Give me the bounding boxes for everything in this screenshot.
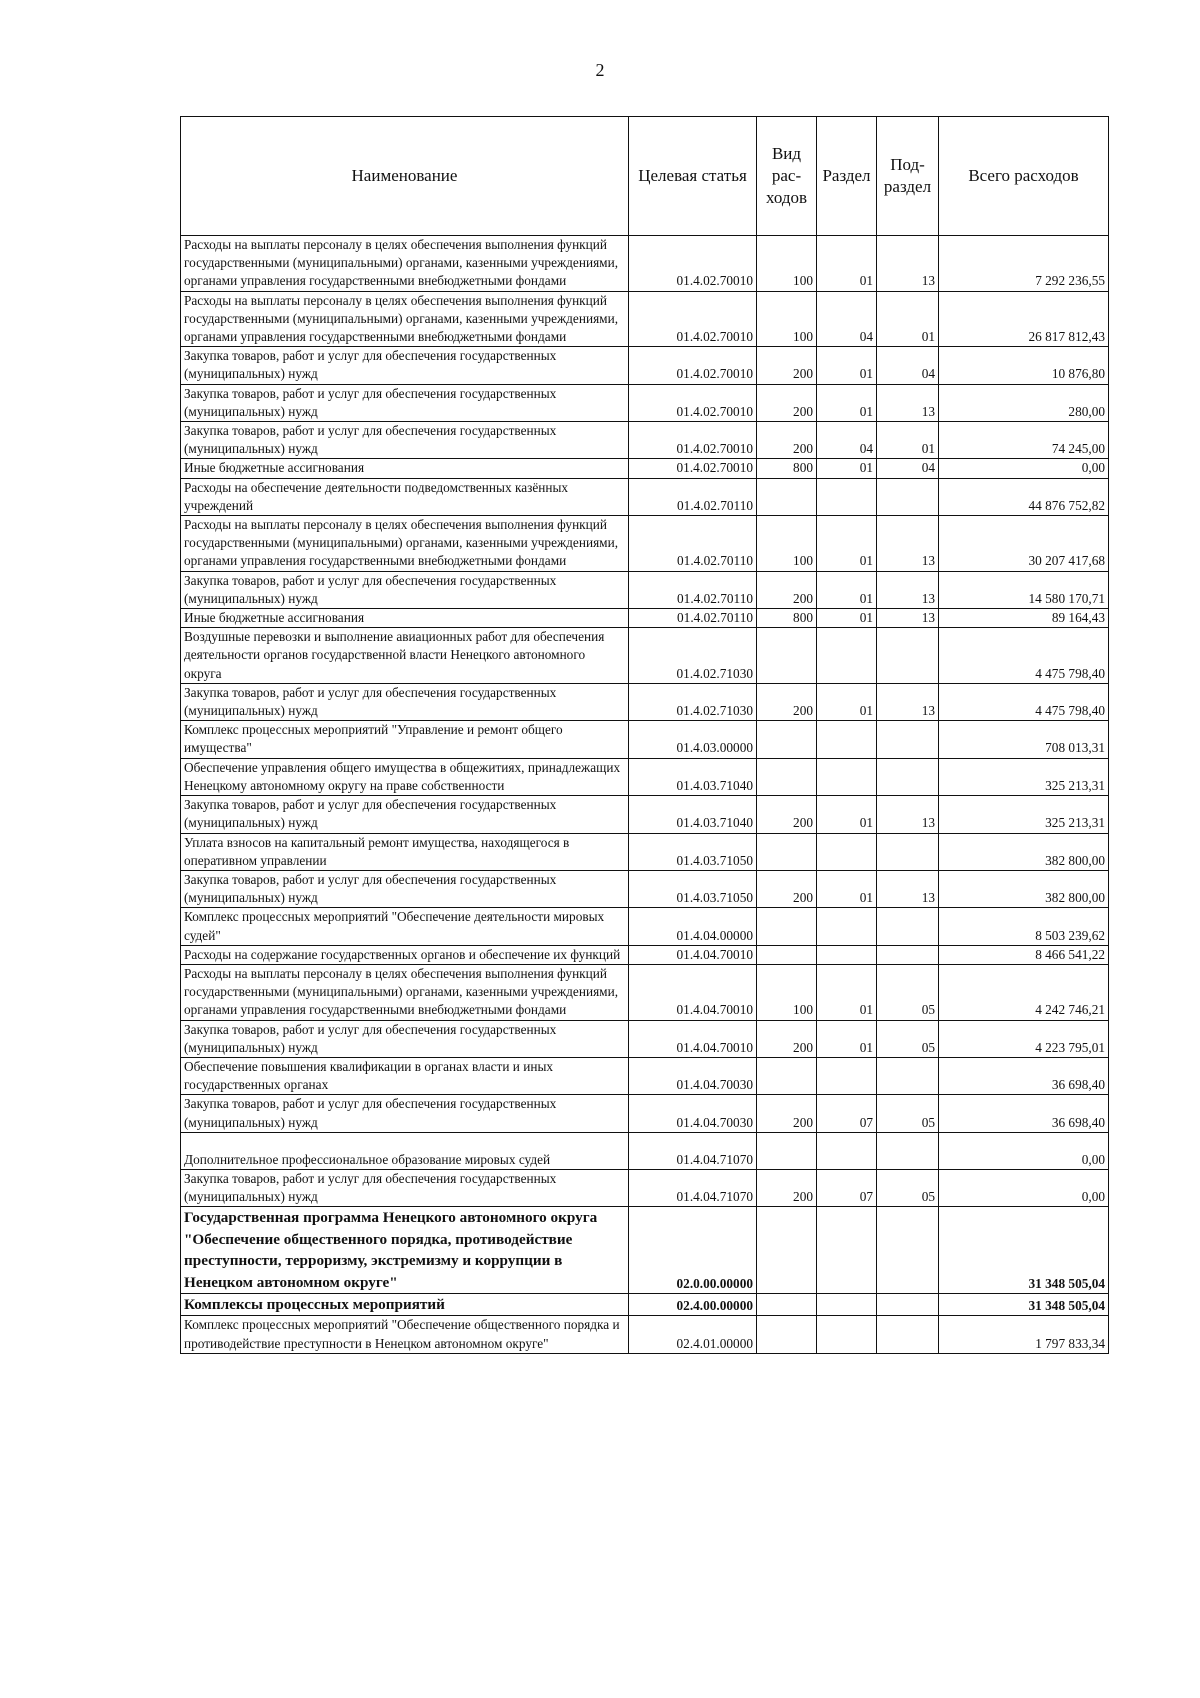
table-row — [181, 347, 1109, 384]
row-vid — [757, 1057, 817, 1094]
row-target: 01.4.02.70010 — [629, 347, 757, 384]
row-vid — [757, 833, 817, 870]
row-podrazdel: 05 — [877, 1095, 939, 1132]
row-vid — [757, 945, 817, 964]
row-name: Расходы на выплаты персоналу в целях обеспечения выполнения функций государственными (муниципальными) органами, казенными учреждениями, органами управления государственными внебюджетными фондами — [181, 964, 629, 1020]
header-target: Целевая статья — [629, 117, 757, 236]
table-row — [181, 236, 1109, 292]
row-target: 01.4.04.00000 — [629, 908, 757, 945]
row-target: 01.4.02.70010 — [629, 384, 757, 421]
row-vid — [757, 1132, 817, 1169]
table-row — [181, 571, 1109, 608]
row-vid: 200 — [757, 422, 817, 459]
row-target: 01.4.02.70110 — [629, 609, 757, 628]
row-total: 382 800,00 — [939, 870, 1109, 907]
row-podrazdel — [877, 908, 939, 945]
row-name: Закупка товаров, работ и услуг для обеспечения государственных (муниципальных) нужд — [181, 1095, 629, 1132]
row-total: 31 348 505,04 — [939, 1207, 1109, 1294]
table-row — [181, 758, 1109, 795]
row-target: 02.4.00.00000 — [629, 1293, 757, 1315]
row-razdel: 01 — [817, 870, 877, 907]
table-row — [181, 721, 1109, 758]
row-podrazdel — [877, 1293, 939, 1315]
row-name: Закупка товаров, работ и услуг для обеспечения государственных (муниципальных) нужд — [181, 870, 629, 907]
row-podrazdel — [877, 758, 939, 795]
header-vid-line: Вид — [771, 144, 802, 163]
row-name: Комплекс процессных мероприятий "Управление и ремонт общего имущества" — [181, 721, 629, 758]
row-podrazdel: 05 — [877, 964, 939, 1020]
row-vid: 200 — [757, 1095, 817, 1132]
row-target: 01.4.02.70010 — [629, 236, 757, 292]
row-razdel — [817, 1316, 877, 1353]
row-total: 708 013,31 — [939, 721, 1109, 758]
row-name: Обеспечение управления общего имущества в общежитиях, принадлежащих Ненецкому автономному округу на праве собственности — [181, 758, 629, 795]
row-target: 01.4.02.70010 — [629, 291, 757, 347]
row-razdel — [817, 721, 877, 758]
row-target: 01.4.03.71050 — [629, 833, 757, 870]
row-podrazdel — [877, 1057, 939, 1094]
row-razdel: 04 — [817, 422, 877, 459]
row-razdel: 01 — [817, 1020, 877, 1057]
row-vid — [757, 478, 817, 515]
row-name: Расходы на содержание государственных органов и обеспечение их функций — [181, 945, 629, 964]
table-row — [181, 1169, 1109, 1206]
row-podrazdel: 05 — [877, 1020, 939, 1057]
row-vid: 200 — [757, 683, 817, 720]
row-vid — [757, 758, 817, 795]
table-row — [181, 964, 1109, 1020]
row-total: 0,00 — [939, 1132, 1109, 1169]
row-podrazdel: 04 — [877, 347, 939, 384]
row-razdel — [817, 1207, 877, 1294]
row-target: 01.4.02.70010 — [629, 422, 757, 459]
table-row — [181, 628, 1109, 684]
row-name: Комплекс процессных мероприятий "Обеспечение деятельности мировых судей" — [181, 908, 629, 945]
table-row — [181, 609, 1109, 628]
header-podrazdel-line: раздел — [883, 177, 932, 196]
table-row — [181, 291, 1109, 347]
row-vid — [757, 908, 817, 945]
row-name: Расходы на выплаты персоналу в целях обеспечения выполнения функций государственными (муниципальными) органами, казенными учреждениями, органами управления государственными внебюджетными фондами — [181, 516, 629, 572]
row-podrazdel: 13 — [877, 683, 939, 720]
row-podrazdel: 13 — [877, 571, 939, 608]
budget-table — [180, 116, 1109, 1354]
row-podrazdel: 01 — [877, 422, 939, 459]
row-podrazdel — [877, 1316, 939, 1353]
row-total: 89 164,43 — [939, 609, 1109, 628]
row-podrazdel — [877, 478, 939, 515]
row-name: Расходы на выплаты персоналу в целях обеспечения выполнения функций государственными (муниципальными) органами, казенными учреждениями, органами управления государственными внебюджетными фондами — [181, 291, 629, 347]
row-podrazdel: 01 — [877, 291, 939, 347]
row-name: Государственная программа Ненецкого автономного округа "Обеспечение общественного порядка, противодействие преступности, терроризму, экстремизму и коррупции в Ненецком автономном округе" — [181, 1207, 629, 1294]
row-podrazdel — [877, 833, 939, 870]
row-razdel: 01 — [817, 236, 877, 292]
row-razdel: 04 — [817, 291, 877, 347]
row-name: Комплекс процессных мероприятий "Обеспечение общественного порядка и противодействие преступности в Ненецком автономном округе" — [181, 1316, 629, 1353]
row-vid — [757, 721, 817, 758]
row-razdel: 01 — [817, 347, 877, 384]
row-razdel — [817, 478, 877, 515]
row-vid — [757, 1316, 817, 1353]
row-total: 325 213,31 — [939, 796, 1109, 833]
row-podrazdel: 13 — [877, 870, 939, 907]
row-vid: 800 — [757, 459, 817, 478]
row-podrazdel: 13 — [877, 796, 939, 833]
row-name: Закупка товаров, работ и услуг для обеспечения государственных (муниципальных) нужд — [181, 1020, 629, 1057]
row-total: 8 503 239,62 — [939, 908, 1109, 945]
row-target: 01.4.03.71050 — [629, 870, 757, 907]
row-total: 280,00 — [939, 384, 1109, 421]
row-name: Иные бюджетные ассигнования — [181, 609, 629, 628]
table-row — [181, 1207, 1109, 1294]
row-target: 02.0.00.00000 — [629, 1207, 757, 1294]
row-target: 01.4.04.71070 — [629, 1132, 757, 1169]
header-podrazdel-line: Под- — [890, 155, 925, 174]
row-total: 4 223 795,01 — [939, 1020, 1109, 1057]
table-body — [181, 236, 1109, 1354]
header-vid — [757, 117, 817, 236]
row-razdel: 01 — [817, 571, 877, 608]
header-name: Наименование — [181, 117, 629, 236]
row-vid — [757, 1207, 817, 1294]
row-total: 4 475 798,40 — [939, 683, 1109, 720]
row-razdel: 01 — [817, 459, 877, 478]
row-vid: 100 — [757, 516, 817, 572]
row-vid: 100 — [757, 236, 817, 292]
row-total: 8 466 541,22 — [939, 945, 1109, 964]
row-vid — [757, 628, 817, 684]
row-razdel — [817, 628, 877, 684]
row-total: 0,00 — [939, 1169, 1109, 1206]
row-vid: 100 — [757, 291, 817, 347]
table-row — [181, 870, 1109, 907]
row-razdel: 01 — [817, 516, 877, 572]
row-razdel — [817, 1293, 877, 1315]
row-vid: 200 — [757, 384, 817, 421]
row-total: 74 245,00 — [939, 422, 1109, 459]
header-podrazdel — [877, 117, 939, 236]
row-name: Закупка товаров, работ и услуг для обеспечения государственных (муниципальных) нужд — [181, 1169, 629, 1206]
row-total: 325 213,31 — [939, 758, 1109, 795]
row-total: 7 292 236,55 — [939, 236, 1109, 292]
row-razdel: 01 — [817, 964, 877, 1020]
row-vid: 200 — [757, 1169, 817, 1206]
header-total: Всего расходов — [939, 117, 1109, 236]
row-target: 01.4.02.71030 — [629, 683, 757, 720]
row-vid — [757, 1293, 817, 1315]
row-vid: 200 — [757, 796, 817, 833]
row-name: Расходы на обеспечение деятельности подведомственных казённых учреждений — [181, 478, 629, 515]
table-header-row — [181, 117, 1109, 236]
table-row — [181, 908, 1109, 945]
row-name: Закупка товаров, работ и услуг для обеспечения государственных (муниципальных) нужд — [181, 683, 629, 720]
row-target: 01.4.02.70110 — [629, 478, 757, 515]
table-row — [181, 516, 1109, 572]
row-vid: 200 — [757, 1020, 817, 1057]
row-podrazdel: 13 — [877, 236, 939, 292]
row-razdel — [817, 1057, 877, 1094]
row-podrazdel — [877, 721, 939, 758]
row-target: 01.4.02.71030 — [629, 628, 757, 684]
row-total: 44 876 752,82 — [939, 478, 1109, 515]
page-number: 2 — [595, 60, 605, 80]
row-razdel — [817, 833, 877, 870]
row-vid: 200 — [757, 571, 817, 608]
table-row — [181, 1057, 1109, 1094]
table-row — [181, 459, 1109, 478]
row-podrazdel — [877, 628, 939, 684]
row-target: 01.4.02.70110 — [629, 516, 757, 572]
row-podrazdel — [877, 945, 939, 964]
header-vid-line: ходов — [765, 188, 808, 207]
row-podrazdel: 05 — [877, 1169, 939, 1206]
table-row — [181, 478, 1109, 515]
row-vid: 200 — [757, 347, 817, 384]
row-name: Закупка товаров, работ и услуг для обеспечения государственных (муниципальных) нужд — [181, 571, 629, 608]
row-total: 10 876,80 — [939, 347, 1109, 384]
table-row — [181, 683, 1109, 720]
row-target: 01.4.04.70010 — [629, 1020, 757, 1057]
row-name: Закупка товаров, работ и услуг для обеспечения государственных (муниципальных) нужд — [181, 422, 629, 459]
row-razdel: 07 — [817, 1095, 877, 1132]
row-total: 31 348 505,04 — [939, 1293, 1109, 1315]
row-name: Комплексы процессных мероприятий — [181, 1293, 629, 1315]
table-row — [181, 1316, 1109, 1353]
row-target: 01.4.04.70010 — [629, 945, 757, 964]
table-row — [181, 796, 1109, 833]
row-name: Обеспечение повышения квалификации в органах власти и иных государственных органах — [181, 1057, 629, 1094]
row-name: Закупка товаров, работ и услуг для обеспечения государственных (муниципальных) нужд — [181, 347, 629, 384]
row-razdel: 01 — [817, 384, 877, 421]
row-target: 01.4.04.71070 — [629, 1169, 757, 1206]
table-row — [181, 833, 1109, 870]
row-podrazdel: 04 — [877, 459, 939, 478]
row-total: 4 475 798,40 — [939, 628, 1109, 684]
table-row — [181, 422, 1109, 459]
row-target: 01.4.03.71040 — [629, 796, 757, 833]
row-name: Закупка товаров, работ и услуг для обеспечения государственных (муниципальных) нужд — [181, 796, 629, 833]
row-total: 30 207 417,68 — [939, 516, 1109, 572]
row-podrazdel: 13 — [877, 516, 939, 572]
row-razdel: 01 — [817, 609, 877, 628]
row-vid: 200 — [757, 870, 817, 907]
row-name: Воздушные перевозки и выполнение авиационных работ для обеспечения деятельности органов государственной власти Ненецкого автономного округа — [181, 628, 629, 684]
row-target: 01.4.02.70010 — [629, 459, 757, 478]
row-razdel — [817, 945, 877, 964]
row-total: 0,00 — [939, 459, 1109, 478]
table-row — [181, 1293, 1109, 1315]
row-total: 14 580 170,71 — [939, 571, 1109, 608]
table-row — [181, 1132, 1109, 1169]
row-target: 01.4.02.70110 — [629, 571, 757, 608]
row-target: 01.4.04.70010 — [629, 964, 757, 1020]
row-vid: 100 — [757, 964, 817, 1020]
header-razdel: Раздел — [817, 117, 877, 236]
row-name: Закупка товаров, работ и услуг для обеспечения государственных (муниципальных) нужд — [181, 384, 629, 421]
row-target: 01.4.03.71040 — [629, 758, 757, 795]
table-row — [181, 1095, 1109, 1132]
row-target: 02.4.01.00000 — [629, 1316, 757, 1353]
header-vid-line: рас- — [771, 166, 802, 185]
row-total: 26 817 812,43 — [939, 291, 1109, 347]
row-total: 4 242 746,21 — [939, 964, 1109, 1020]
row-razdel: 01 — [817, 683, 877, 720]
row-total: 382 800,00 — [939, 833, 1109, 870]
row-razdel — [817, 758, 877, 795]
row-razdel: 01 — [817, 796, 877, 833]
row-podrazdel: 13 — [877, 609, 939, 628]
row-razdel — [817, 1132, 877, 1169]
row-razdel — [817, 908, 877, 945]
row-razdel: 07 — [817, 1169, 877, 1206]
row-total: 36 698,40 — [939, 1095, 1109, 1132]
table-row — [181, 1020, 1109, 1057]
row-name: Расходы на выплаты персоналу в целях обеспечения выполнения функций государственными (муниципальными) органами, казенными учреждениями, органами управления государственными внебюджетными фондами — [181, 236, 629, 292]
row-total: 36 698,40 — [939, 1057, 1109, 1094]
row-name: Иные бюджетные ассигнования — [181, 459, 629, 478]
row-name: Уплата взносов на капитальный ремонт имущества, находящегося в оперативном управлении — [181, 833, 629, 870]
row-total: 1 797 833,34 — [939, 1316, 1109, 1353]
row-podrazdel — [877, 1132, 939, 1169]
row-name: Дополнительное профессиональное образование мировых судей — [181, 1132, 629, 1169]
table-row — [181, 384, 1109, 421]
row-podrazdel — [877, 1207, 939, 1294]
row-target: 01.4.03.00000 — [629, 721, 757, 758]
table-row — [181, 945, 1109, 964]
row-podrazdel: 13 — [877, 384, 939, 421]
row-target: 01.4.04.70030 — [629, 1095, 757, 1132]
row-vid: 800 — [757, 609, 817, 628]
row-target: 01.4.04.70030 — [629, 1057, 757, 1094]
